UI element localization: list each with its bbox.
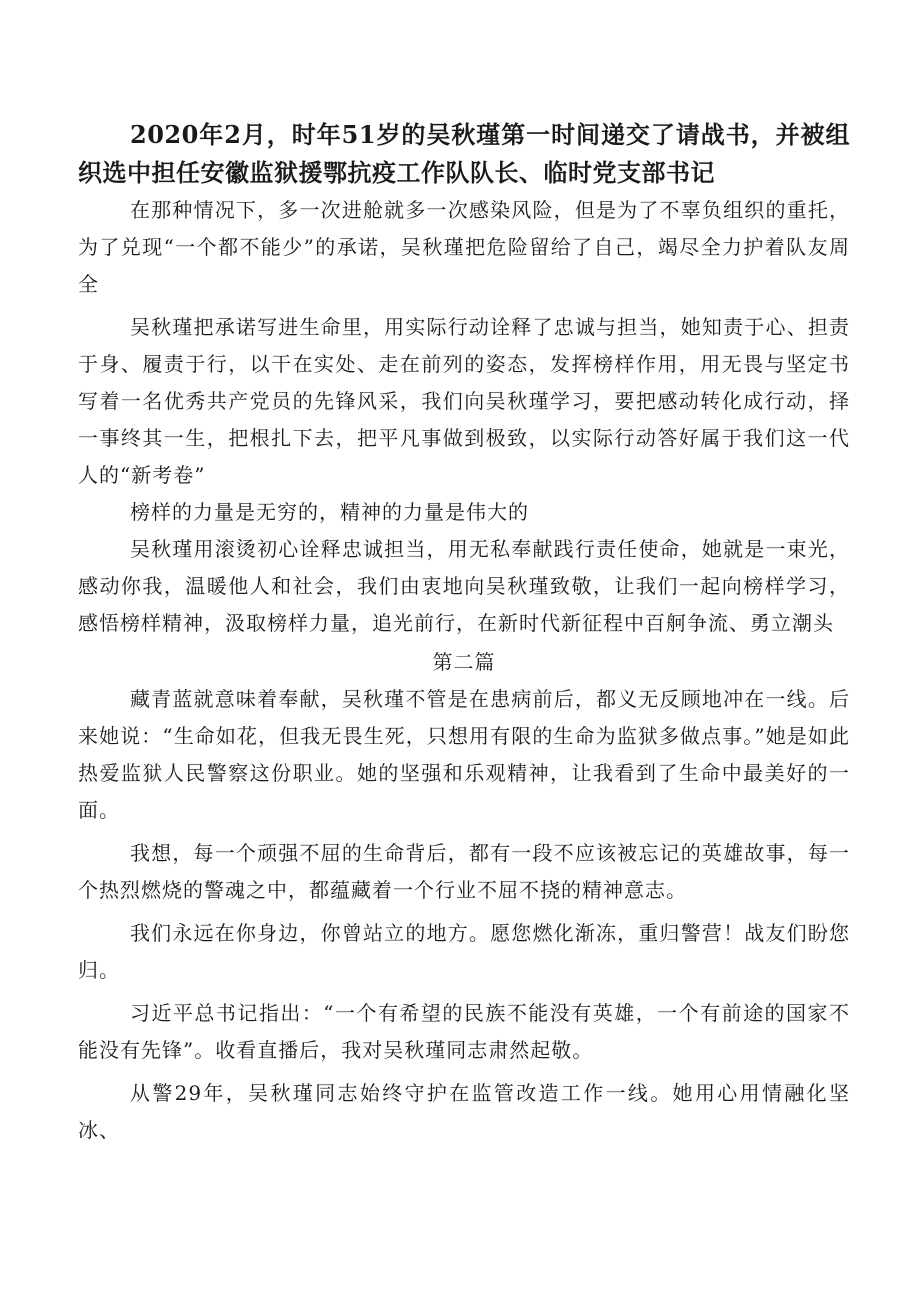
section-heading: 第二篇 xyxy=(432,650,496,674)
body-paragraph: 习近平总书记指出：“一个有希望的民族不能没有英雄，一个有前途的国家不能没有先锋”。收看直播后，我对吴秋瑾同志肃然起敬。 xyxy=(78,1001,850,1062)
body-paragraph: 在那种情况下，多一次进舱就多一次感染风险，但是为了不辜负组织的重托，为了兑现“一个都不能少”的承诺，吴秋瑾把危险留给了自己，竭尽全力护着队友周全 xyxy=(78,198,850,296)
body-paragraph: 吴秋瑾用滚烫初心诠释忠诚担当，用无私奉献践行责任使命，她就是一束光，感动你我，温暖他人和社会，我们由衷地向吴秋瑾致敬，让我们一起向榜样学习，感悟榜样精神，汲取榜样力量，追光前行，在新时代新征程中百舸争流、勇立潮头 xyxy=(78,537,850,635)
body-paragraph: 吴秋瑾把承诺写进生命里，用实际行动诠释了忠诚与担当，她知责于心、担责于身、履责于行，以干在实处、走在前列的姿态，发挥榜样作用，用无畏与坚定书写着一名优秀共产党员的先锋风采，我们向吴秋瑾学习，要把感动转化成行动，择一事终其一生，把根扎下去，把平凡事做到极致，以实际行动答好属于我们这一代人的“新考卷” xyxy=(78,315,850,487)
body-paragraph: 藏青蓝就意味着奉献，吴秋瑾不管是在患病前后，都义无反顾地冲在一线。后来她说：“生命如花，但我无畏生死，只想用有限的生命为监狱多做点事。”她是如此热爱监狱人民警察这份职业。她的坚强和乐观精神，让我看到了生命中最美好的一面。 xyxy=(78,687,850,822)
lead-paragraph: 2020年2月，时年51岁的吴秋瑾第一时间递交了请战书，并被组织选中担任安徽监狱援鄂抗疫工作队队长、临时党支部书记 xyxy=(78,120,850,187)
body-paragraph: 我们永远在你身边，你曾站立的地方。愿您燃化渐冻，重归警营！战友们盼您归。 xyxy=(78,921,850,982)
body-paragraph: 榜样的力量是无穷的，精神的力量是伟大的 xyxy=(130,500,529,524)
body-paragraph: 我想，每一个顽强不屈的生命背后，都有一段不应该被忘记的英雄故事，每一个热烈燃烧的警魂之中，都蕴藏着一个行业不屈不挠的精神意志。 xyxy=(78,841,850,902)
body-paragraph: 从警29年，吴秋瑾同志始终守护在监管改造工作一线。她用心用情融化坚冰、 xyxy=(78,1081,850,1142)
